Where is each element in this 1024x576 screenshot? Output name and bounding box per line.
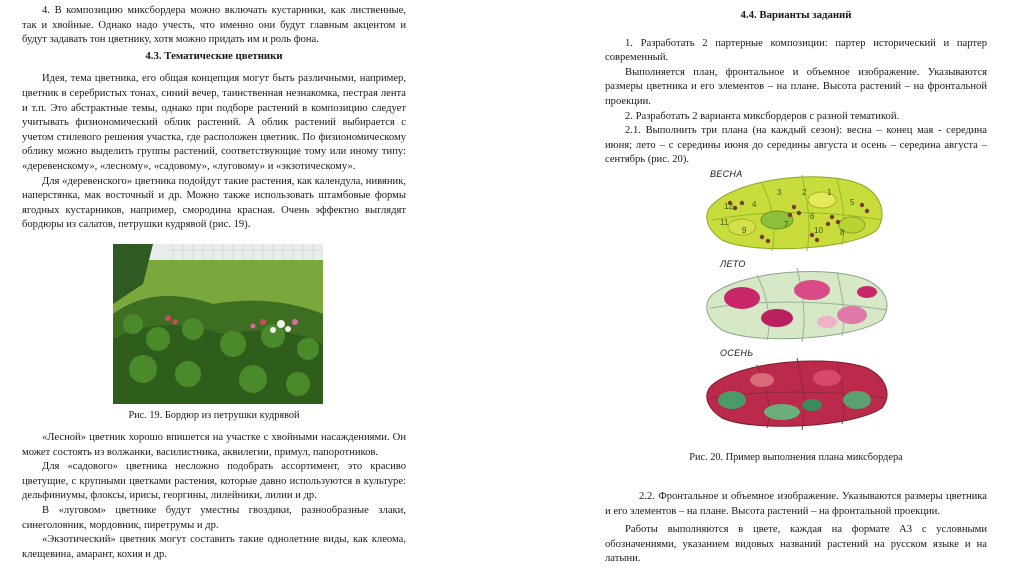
plot-number: 9: [742, 226, 747, 235]
task-requirements: Работы выполняются в цвете, каждая на формате А3 с условными обозначениями, указанием видовых названий растений на русском языке и на латыни.: [605, 524, 987, 565]
figure-20-caption: Рис. 20. Пример выполнения плана миксбордера: [689, 452, 903, 463]
label-autumn: ОСЕНЬ: [720, 348, 754, 358]
paragraph-forest: «Лесной» цветник хорошо впишется на участке с хвойными насаждениями. Он может состоять из волжанки, василистника, аквилегии, примул, папоротников.: [22, 432, 406, 458]
task-2: 2. Разработать 2 варианта миксбордеров с разной тематикой.: [625, 110, 900, 122]
plot-number: 7: [784, 220, 789, 229]
plot-number: 2: [802, 188, 807, 197]
plot-number: 3: [777, 188, 782, 197]
plot-number: 6: [810, 212, 815, 221]
right-text-bottom: [605, 490, 987, 567]
parsley-border-photo: [113, 244, 323, 404]
mixborder-plans: [702, 165, 902, 435]
task-1: 1. Разработать 2 партерные композиции: партер исторический и партер современный.: [605, 37, 987, 64]
plot-number: 5: [850, 198, 855, 207]
label-spring: ВЕСНА: [710, 169, 743, 179]
paragraph-garden: Для «садового» цветника несложно подобрать ассортимент, это красиво цветущие, с крупными цветками растения, которые давно используются в культуре: дельфиниумы, флоксы, ирисы, георгины, лилейники, лилии и др.: [22, 461, 406, 502]
paragraph-themes: Идея, тема цветника, его общая концепция могут быть различными, например, цветник в серебристых тонах, синий вечер, таинственная незнакомка, пестрая лента и т.п. Это абстрактные темы, однако при подборе растений в композицию следует учитывать физиономический облик растений. А облик растений выбирается с учетом стилевого решения участка, где расположен цветник. По физиономическому облику можно выделить группы растений, соответствующие тому или иному типу: «деревенскому», «лесному», «садовому», «луговому» и «экзотическому».: [22, 73, 406, 172]
plan-summer: [707, 268, 887, 342]
plot-number: 10: [814, 226, 823, 235]
left-text-top: [22, 4, 406, 233]
paragraph-meadow: В «луговом» цветнике будут уместны гвоздики, разнообразные злаки, синеголовник, мордовник, пиретрумы и др.: [22, 504, 406, 531]
right-page: [512, 0, 1024, 576]
plan-spring: [707, 175, 882, 251]
task-1-details: Выполняется план, фронтальное и объемное изображение. Указываются размеры цветника и его элементов – на плане. Высота растений – на фронтальной проекции.: [605, 66, 987, 107]
task-2-1: 2.1. Выполнить три плана (на каждый сезон): весна – конец мая - середина июня; лето – с середины июня до середины августа и осень – середина августа – сентябрь (рис. 20).: [605, 125, 987, 166]
plot-number: 8: [840, 228, 845, 237]
plot-number: 11: [720, 218, 729, 227]
section-heading-4-3: 4.3. Тематические цветники: [145, 49, 283, 62]
plan-autumn: [707, 358, 887, 430]
intro-paragraph: 4. В композицию миксбордера можно включать кустарники, как лиственные, так и хвойные. Однако надо учесть, что именно они будут главным акцентом и будут задавать тон цветнику, хотя можно придать им и роль фона.: [22, 5, 406, 46]
plot-number: 4: [752, 200, 757, 209]
mixborder-figure: [702, 165, 902, 435]
plot-number: 12: [724, 202, 733, 211]
label-summer: ЛЕТО: [720, 259, 746, 269]
plot-number: 1: [827, 188, 832, 197]
task-2-2: 2.2. Фронтальное и объемное изображение. Указываются размеры цветника и его элементов – на плане. Высота растений – на фронтальной проекции.: [605, 491, 987, 517]
left-text-bottom: [22, 431, 406, 562]
figure-19-caption: Рис. 19. Бордюр из петрушки кудрявой: [128, 410, 300, 421]
section-heading-4-4: 4.4. Варианты заданий: [740, 9, 852, 21]
right-text-top: [605, 8, 987, 168]
paragraph-exotic: «Экзотический» цветник могут составить такие однолетние виды, как клеома, клещевина, амарант, кохия и др.: [22, 534, 406, 560]
paragraph-village: Для «деревенского» цветника подойдут такие растения, как календула, нивяник, наперстянка, мак восточный и др. Можно также использовать штамбовые формы ягодных кустарников, например, смородина красная. Очень эффектно выглядят бордюры из салатов, петрушки кудрявой (рис. 19).: [22, 175, 406, 231]
